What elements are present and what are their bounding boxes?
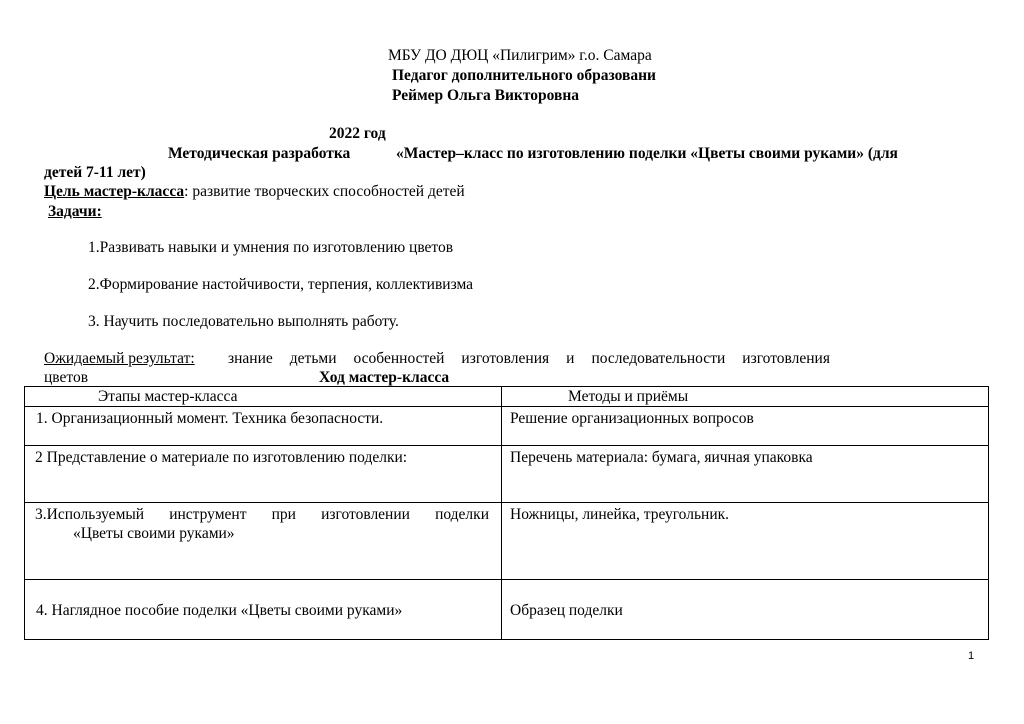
stage-cell: 1. Организационный момент. Техника безопасности.: [25, 407, 502, 446]
stage-cell: [25, 503, 502, 580]
tasks-label: Задачи:: [48, 203, 102, 220]
goal-line: [44, 182, 465, 201]
table-header-row: [25, 387, 989, 407]
task-item-1: 1.Развивать навыки и умнения по изготовлению цветов: [88, 239, 454, 256]
method-cell: Ножницы, линейка, треугольник.: [502, 503, 989, 580]
table-row: [25, 407, 989, 446]
column-header-methods: Методы и приёмы: [502, 387, 989, 407]
stage-text: 3.Используемый инструмент при изготовлении поделки: [35, 506, 489, 523]
year: 2022 год: [329, 125, 386, 142]
table-row: [25, 580, 989, 640]
progress-title: Ход мастер-класса: [319, 369, 450, 386]
author-name: Реймер Ольга Викторовна: [392, 87, 580, 104]
method-cell: Образец поделки: [502, 580, 989, 640]
title-main: «Мастер–класс по изготовлению поделки «Цветы своими руками» (для: [396, 145, 898, 162]
method-cell: Перечень материала: бумага, яичная упаковка: [502, 446, 989, 503]
stage-cell: 2 Представление о материале по изготовлению поделки:: [25, 446, 502, 503]
task-item-2: 2.Формирование настойчивости, терпения, коллективизма: [88, 276, 474, 293]
title-continuation: детей 7-11 лет): [44, 164, 146, 181]
result-text: знание детьми особенностей изготовления и последовательности изготовления: [228, 350, 830, 367]
author-position: Педагог дополнительного образовани: [392, 67, 656, 84]
result-label: Ожидаемый результат:: [44, 350, 195, 367]
goal-text: развитие творческих способностей детей: [192, 183, 465, 200]
org-name: МБУ ДО ДЮЦ «Пилигрим» г.о. Самара: [388, 47, 652, 64]
stage-cell: 4. Наглядное пособие поделки «Цветы своими руками»: [25, 580, 502, 640]
title-prefix: Методическая разработка: [168, 145, 351, 162]
column-header-stages: Этапы мастер-класса: [25, 387, 502, 407]
task-item-3: 3. Научить последовательно выполнять работу.: [88, 313, 399, 330]
table-row: [25, 503, 989, 580]
plan-table: [24, 386, 989, 640]
page-number: 1: [968, 650, 975, 662]
goal-label: Цель мастер-класса: [44, 183, 185, 200]
stage-text-continuation: «Цветы своими руками»: [73, 525, 235, 542]
method-cell: Решение организационных вопросов: [502, 407, 989, 446]
table-row: [25, 446, 989, 503]
goal-colon: :: [184, 183, 189, 200]
result-continuation: цветов: [44, 369, 89, 386]
